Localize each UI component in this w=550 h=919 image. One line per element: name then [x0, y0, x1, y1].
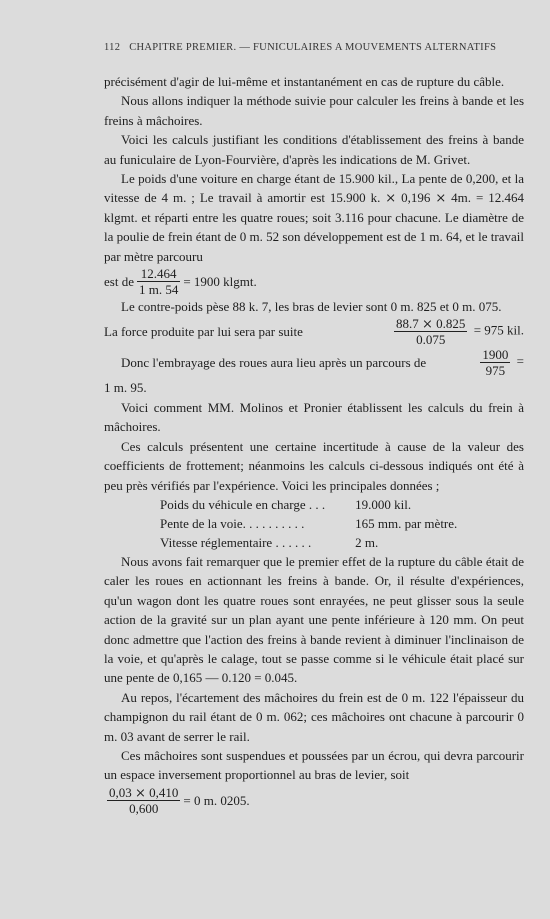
paragraph: Nous allons indiquer la méthode suivie pour calculer les freins à bande et les freins à mâchoires.: [104, 93, 524, 128]
page-body: [104, 72, 524, 816]
fraction-numerator: 0,03 ⨯ 0,410: [109, 784, 179, 800]
paragraph: Ces calculs présentent une certaine incertitude à cause de la valeur des coefficients de frottement; néanmoins les calculs ci-dessous indiqués ont été à peu près vérifiés par l'expérience. Voici les principales données ;: [104, 438, 524, 493]
paragraph: Au repos, l'écartement des mâchoires du frein est de 0 m. 122 l'épaisseur du champignon du rail étant de 0 m. 062; ces mâchoires ont chacune à parcourir 0 m. 03 avant de serrer le rail.: [104, 689, 524, 744]
table-row: [160, 495, 457, 514]
page-number: 112: [104, 42, 121, 53]
equation-result: = 975 kil.: [473, 322, 524, 338]
fraction-denominator: 1 m. 54: [138, 282, 179, 298]
paragraph: 1 m. 95.: [104, 380, 147, 396]
fraction-numerator: 1900: [482, 347, 509, 363]
equation-line: [104, 785, 524, 816]
equation-lead: Donc l'embrayage des roues aura lieu après un parcours de: [121, 355, 427, 371]
equation-lead: La force produite par lui sera par suite: [104, 324, 303, 340]
table-row: [160, 514, 457, 533]
table-cell-value: 2 m.: [355, 534, 379, 550]
equation-equals: =: [516, 353, 524, 369]
paragraph: Le contre-poids pèse 88 k. 7, les bras de levier sont 0 m. 825 et 0 m. 075.: [121, 299, 502, 315]
equation-line: [104, 266, 524, 297]
fraction-denominator: 0.075: [416, 332, 446, 348]
table-cell-value: 19.000 kil.: [355, 496, 412, 512]
running-header: [104, 42, 524, 53]
fraction: [137, 266, 180, 297]
paragraph: Voici comment MM. Molinos et Pronier établissent les calculs du frein à mâchoires.: [104, 399, 524, 435]
table-cell-value: 165 mm. par mètre.: [355, 515, 458, 531]
paragraph: précisément d'agir de lui-même et instantanément en cas de rupture du câble.: [104, 74, 505, 89]
equation-line: [104, 316, 524, 347]
fraction-denominator: 975: [485, 363, 506, 379]
paragraph: Le poids d'une voiture en charge étant de 15.900 kil., La pente de 0,200, et la vitesse de 4 m. ; Le travail à amortir est 15.900 k. ⨯ 0,196 ⨯ 4m. = 12.464 klgmt. et réparti entre les quatre roues; soit 3.116 pour chacune. Le diamètre de la poulie de frein étant de 0 m. 52 son développement est de 1 m. 64, et le travail par mètre parcouru: [104, 171, 524, 264]
table-cell-label: Poids du véhicule en charge . . .: [160, 496, 326, 512]
equation-line: [104, 347, 524, 378]
table-row: [160, 533, 457, 552]
fraction: [394, 316, 467, 347]
fraction: [107, 785, 180, 816]
table-cell-label: Pente de la voie. . . . . . . . . .: [160, 515, 305, 531]
data-table: [160, 495, 457, 552]
running-title: CHAPITRE PREMIER. — FUNICULAIRES A MOUVEMENTS ALTERNATIFS: [129, 42, 497, 53]
paragraph: Ces mâchoires sont suspendues et poussées par un écrou, qui devra parcourir un espace inversement proportionnel au bras de levier, soit: [104, 747, 524, 783]
equation-result: = 0 m. 0205.: [183, 792, 250, 808]
paragraph: Voici les calculs justifiant les conditions d'établissement des freins à bande au funiculaire de Lyon-Fourvière, d'après les indications de M. Grivet.: [104, 132, 524, 167]
equation-result: = 1900 klgmt.: [183, 273, 257, 289]
fraction-numerator: 88.7 ⨯ 0.825: [396, 316, 466, 332]
equation-lead: est de: [104, 273, 134, 289]
table-cell-label: Vitesse réglementaire . . . . . .: [160, 534, 312, 550]
fraction: [480, 347, 510, 378]
paragraph: Nous avons fait remarquer que le premier effet de la rupture du câble était de caler les roues en actionnant les freins à bande. Or, il résulte d'expériences, qu'un wagon dont les quatre roues sont enrayées, ne peut glisser sous la seule action de la gravité sur un plan ayant une pente inférieure à 120 mm. On peut donc admettre que l'action des freins à bande revient à diminuer l'inclinaison de la voie, et qu'après le calage, tout se passe comme si le véhicule était placé sur une pente de 0,165 — 0.120 = 0.045.: [104, 553, 524, 686]
fraction-denominator: 0,600: [129, 800, 159, 816]
fraction-numerator: 12.464: [137, 266, 180, 282]
